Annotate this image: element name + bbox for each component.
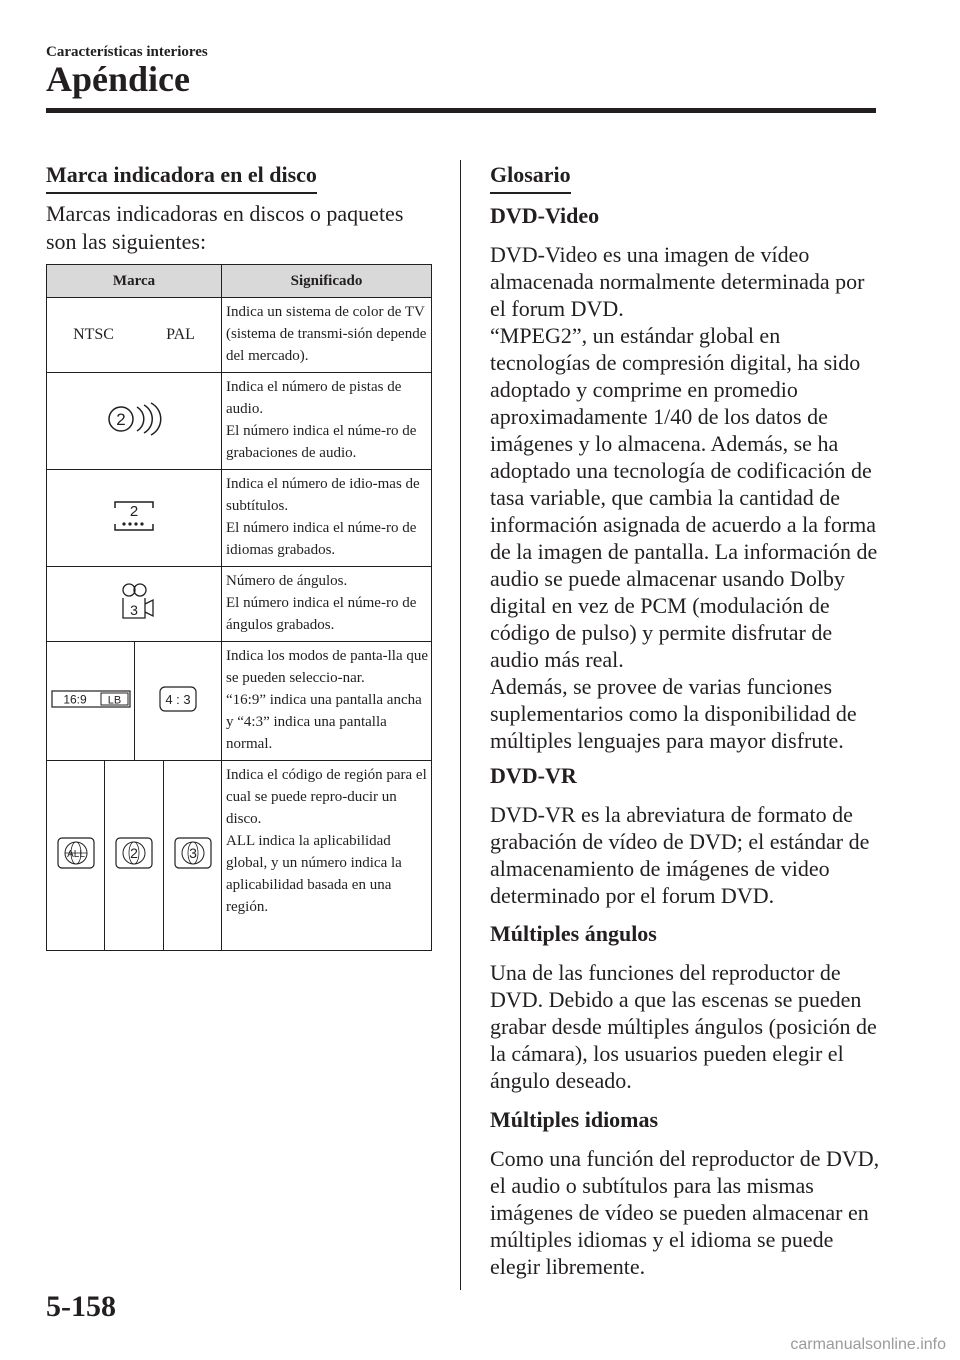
disc-marks-table bbox=[46, 264, 432, 951]
meaning-cell: Número de ángulos. El número indica el núme-ro de ángulos grabados. bbox=[222, 567, 432, 642]
camera-angles-number: 3 bbox=[130, 601, 138, 618]
meaning-cell: Indica los modos de panta-lla que se pueden seleccio-nar. “16:9” indica una pantalla ancha y “4:3” indica una pantalla normal. bbox=[222, 642, 432, 761]
table-header-row bbox=[47, 265, 432, 298]
mark-cell bbox=[135, 642, 222, 761]
table-row bbox=[47, 642, 432, 761]
glossary-term: Múltiples ángulos bbox=[490, 921, 657, 946]
glossary-text: Una de las funciones del reproductor de DVD. Debido a que las escenas se pueden grabar desde múltiples ángulos (posición de la cámara), los usuarios pueden elegir el ángulo deseado. bbox=[490, 960, 877, 1093]
disc-marks-heading: Marca indicadora en el disco bbox=[46, 162, 317, 194]
glossary-text: DVD-Video es una imagen de vídeo almacenada normalmente determinada por el forum DVD. “MPEG2”, un estándar global en tecnologías de compresión digital, ha sido adoptado y comprime en promedio aproximadamente 1/40 de los datos de imágenes y lo almacena. Además, se ha adoptado una tecnología de codificación de tasa variable, que cambia la cantidad de información asignada de acuerdo a la forma de la imagen de pantalla. La información de audio se puede almacenar usando Dolby digital en vez de PCM (modulación de código de pulso) y permite disfrutar de audio más real. Además, se provee de varias funciones suplementarios como la disponibilidad de múltiples lenguajes para mayor disfrute. bbox=[490, 242, 878, 753]
column-divider bbox=[460, 160, 461, 1290]
region-all-label: ALL bbox=[66, 849, 85, 860]
meaning-cell: Indica el número de pistas de audio. El número indica el núme-ro de grabaciones de audio. bbox=[222, 373, 432, 470]
region-all-icon bbox=[57, 837, 95, 869]
mark-cell bbox=[47, 298, 222, 373]
mark-cell bbox=[47, 642, 135, 761]
glossary-entry bbox=[490, 762, 880, 909]
section-label: Características interiores bbox=[46, 44, 208, 60]
region-3-label: 3 bbox=[188, 845, 197, 861]
meaning-cell: Indica el número de idio-mas de subtítulos. El número indica el núme-ro de idiomas grabados. bbox=[222, 470, 432, 567]
camera-angles-icon bbox=[109, 582, 159, 622]
column-header-mark: Marca bbox=[47, 265, 222, 298]
region-3-icon bbox=[174, 837, 212, 869]
watermark: carmanualsonline.info bbox=[790, 1336, 946, 1353]
mark-cell bbox=[105, 761, 164, 951]
table-row bbox=[47, 761, 432, 951]
glossary-entry bbox=[490, 1106, 880, 1280]
table-row bbox=[47, 470, 432, 567]
mark-cell bbox=[47, 470, 222, 567]
mark-cell bbox=[47, 761, 105, 951]
audio-tracks-number: 2 bbox=[116, 409, 126, 429]
glossary-heading: Glosario bbox=[490, 162, 571, 194]
letterbox-label: LB bbox=[107, 694, 121, 706]
widescreen-label: 16:9 bbox=[62, 692, 87, 706]
subtitles-icon bbox=[109, 498, 159, 534]
glossary-entry bbox=[490, 202, 880, 754]
disc-marks-intro: Marcas indicadoras en discos o paquetes son las siguientes: bbox=[46, 201, 404, 254]
meaning-cell: Indica un sistema de color de TV (sistema de transmi-sión depende del mercado). bbox=[222, 298, 432, 373]
region-2-label: 2 bbox=[130, 845, 138, 861]
chapter-title: Apéndice bbox=[46, 59, 190, 99]
glossary-entry bbox=[490, 920, 880, 1094]
glossary-term: DVD-VR bbox=[490, 763, 577, 788]
mark-cell bbox=[47, 567, 222, 642]
table-row bbox=[47, 567, 432, 642]
column-header-meaning: Significado bbox=[222, 265, 432, 298]
header-rule bbox=[46, 108, 876, 113]
glossary-term: Múltiples idiomas bbox=[490, 1107, 659, 1132]
subtitles-number: 2 bbox=[129, 502, 139, 520]
glossary-text: DVD-VR es la abreviatura de formato de grabación de vídeo de DVD; el estándar de almacenamiento de imágenes de video determinado por el forum DVD. bbox=[490, 802, 870, 908]
glossary-text: Como una función del reproductor de DVD, el audio o subtítulos para las mismas imágenes de vídeo se pueden almacenar en múltiples idiomas y el idioma se puede elegir libremente. bbox=[490, 1146, 880, 1279]
pal-label: PAL bbox=[166, 326, 195, 343]
audio-tracks-icon bbox=[104, 401, 164, 437]
standard-screen-icon bbox=[158, 685, 198, 713]
widescreen-letterbox-icon bbox=[51, 689, 131, 709]
mark-cell bbox=[47, 373, 222, 470]
table-row bbox=[47, 373, 432, 470]
mark-cell bbox=[164, 761, 222, 951]
page-number: 5-158 bbox=[46, 1290, 116, 1323]
table-row bbox=[47, 298, 432, 373]
ntsc-label: NTSC bbox=[73, 326, 114, 343]
standard-screen-label: 4 : 3 bbox=[165, 691, 191, 707]
meaning-cell: Indica el código de región para el cual se puede repro-ducir un disco. ALL indica la aplicabilidad global, y un número indica la aplicabilidad basada en una región. bbox=[222, 761, 432, 951]
region-2-icon bbox=[115, 837, 153, 869]
glossary-term: DVD-Video bbox=[490, 203, 600, 228]
